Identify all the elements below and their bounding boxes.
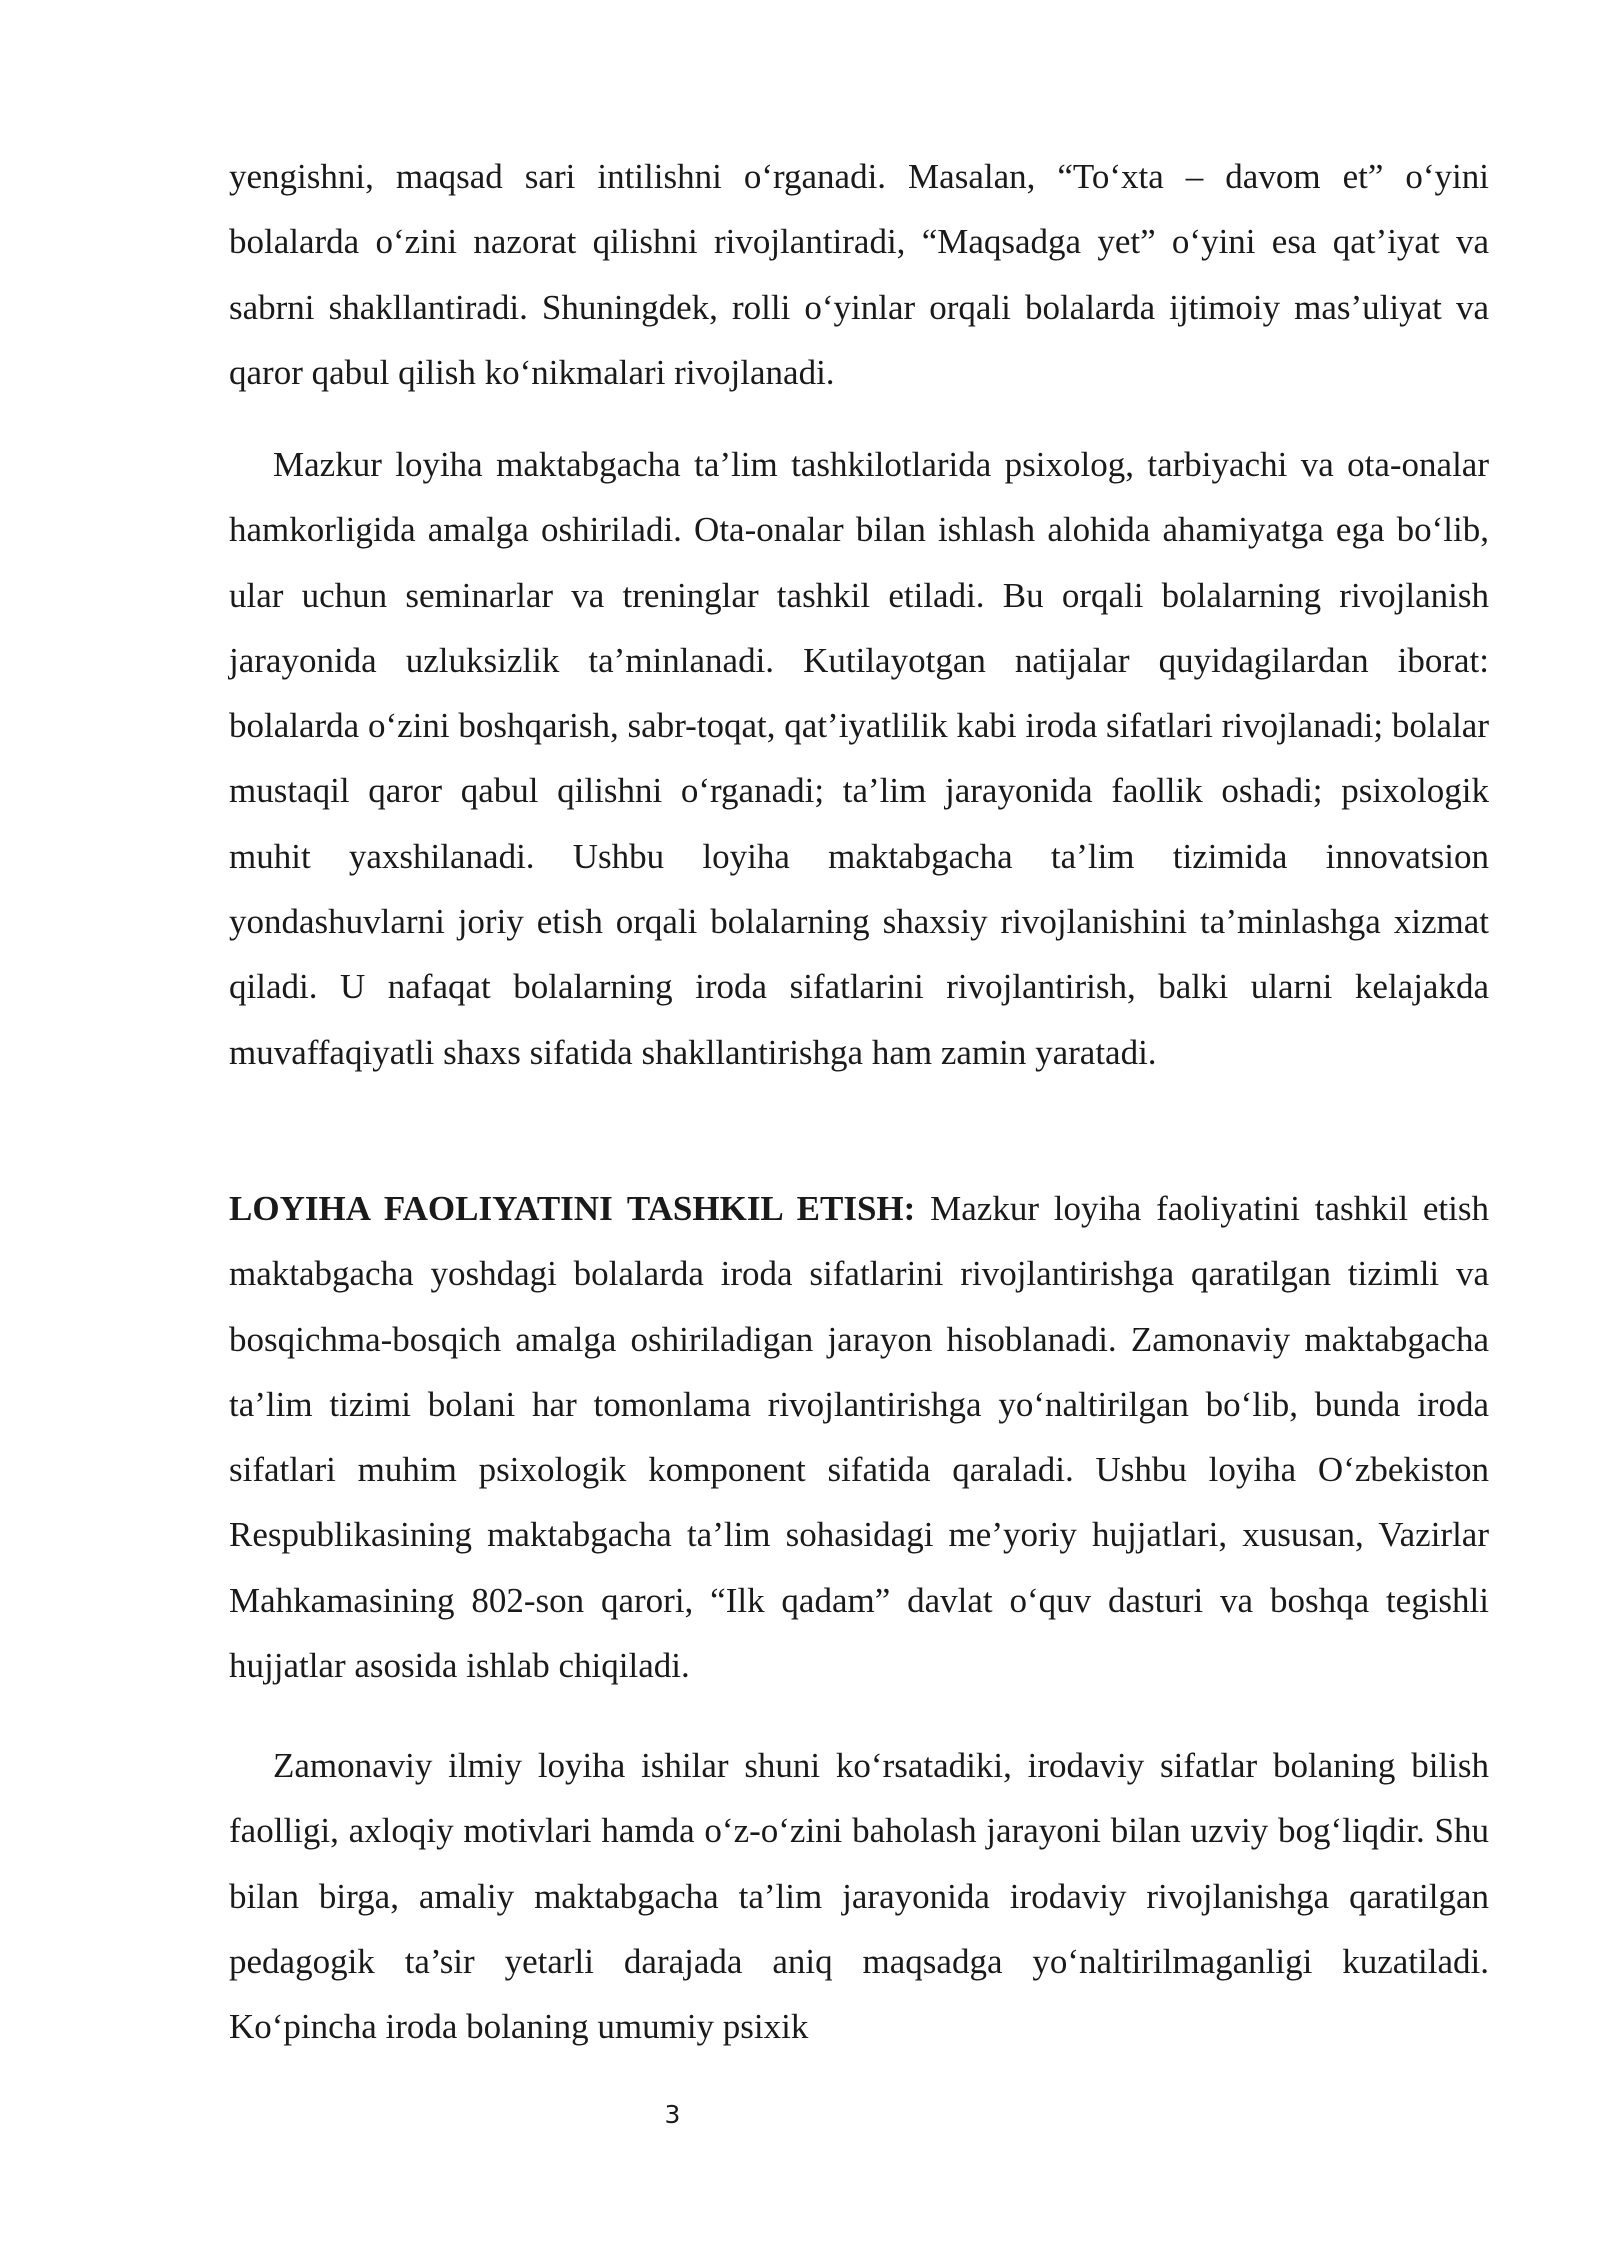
paragraph-3 <box>229 1176 1489 1698</box>
paragraph-4: Zamonaviy ilmiy loyiha ishilar shuni ko‘rsatadiki, irodaviy sifatlar bolaning bilish faolligi, axloqiy motivlari hamda o‘z-o‘zini baholash jarayoni bilan uzviy bog‘liqdir. Shu bilan birga, amaliy maktabgacha ta’lim jarayonida irodaviy rivojlanishga qaratilgan pedagogik ta’sir yetarli darajada aniq maqsadga yo‘naltirilmaganligi kuzatiladi. Ko‘pincha iroda bolaning umumiy psixik <box>229 1746 1489 2047</box>
paragraph-2: Mazkur loyiha maktabgacha ta’lim tashkilotlarida psixolog, tarbiyachi va ota-onalar hamkorligida amalga oshiriladi. Ota-onalar bilan ishlash alohida ahamiyatga ega bo‘lib, ular uchun seminarlar va treninglar tashkil etiladi. Bu orqali bolalarning rivojlanish jarayonida uzluksizlik ta’minlanadi. Kutilayotgan natijalar quyidagilardan iborat: bolalarda o‘zini boshqarish, sabr-toqat, qat’iyatlilik kabi iroda sifatlari rivojlanadi; bolalar mustaqil qaror qabul qilishni o‘rganadi; ta’lim jarayonida faollik oshadi; psixologik muhit yaxshilanadi. Ushbu loyiha maktabgacha ta’lim tizimida innovatsion yondashuvlarni joriy etish orqali bolalarning shaxsiy rivojlanishini ta’minlashga xizmat qiladi. U nafaqat bolalarning iroda sifatlarini rivojlantirish, balki ularni kelajakda muvaffaqiyatli shaxs sifatida shakllantirishga ham zamin yaratadi. <box>229 445 1489 1072</box>
page-number: 3 <box>664 2100 681 2129</box>
paragraph-3-body: Mazkur loyiha faoliyatini tashkil etish maktabgacha yoshdagi bolalarda iroda sifatlarini rivojlantirishga qaratilgan tizimli va bosqichma-bosqich amalga oshiriladigan jarayon hisoblanadi. Zamonaviy maktabgacha ta’lim tizimi bolani har tomonlama rivojlantirishga yo‘naltirilgan bo‘lib, bunda iroda sifatlari muhim psixologik komponent sifatida qaraladi. Ushbu loyiha O‘zbekiston Respublikasining maktabgacha ta’lim sohasidagi me’yoriy hujjatlari, xususan, Vazirlar Mahkamasining 802-son qarori, “Ilk qadam” davlat o‘quv dasturi va boshqa tegishli hujjatlar asosida ishlab chiqiladi. <box>229 1189 1489 1686</box>
paragraph-1: yengishni, maqsad sari intilishni o‘rganadi. Masalan, “To‘xta – davom et” o‘yini bolalarda o‘zini nazorat qilishni rivojlantiradi, “Maqsadga yet” o‘yini esa qat’iyat va sabrni shakllantiradi. Shuningdek, rolli o‘yinlar orqali bolalarda ijtimoiy mas’uliyat va qaror qabul qilish ko‘nikmalari rivojlanadi. <box>229 157 1489 392</box>
section-heading: LOYIHA FAOLIYATINI TASHKIL ETISH: <box>229 1189 916 1228</box>
